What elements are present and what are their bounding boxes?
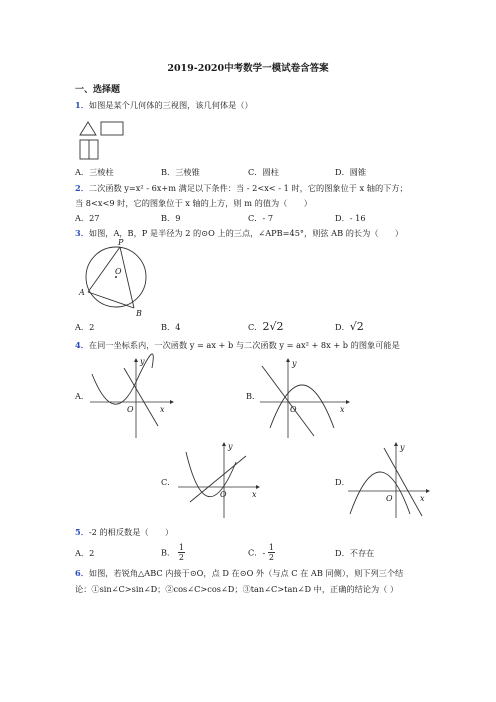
circle-figure	[79, 238, 148, 318]
label-p: P	[118, 238, 124, 247]
question-number: 6．	[75, 568, 89, 578]
option-expression: 2√2	[262, 320, 284, 333]
fraction-numerator: 1	[178, 543, 184, 552]
q1-option-c: C．圆柱	[248, 167, 279, 177]
question-5	[75, 528, 173, 536]
q5-option-d: D．不存在	[335, 548, 375, 558]
label-a: A	[79, 288, 85, 297]
fraction-numerator: 1	[268, 543, 274, 552]
q3-option-b: B．4	[161, 322, 181, 332]
graph-c	[176, 440, 266, 520]
axis-y-label: y	[292, 359, 297, 368]
q1-option-a: A．三棱柱	[75, 167, 114, 177]
question-number: 5．	[75, 527, 89, 537]
section-heading: 一、选择题	[75, 85, 121, 95]
q3-option-c	[248, 321, 283, 332]
question-text-line2: 论：①sin∠C>sin∠D；②cos∠C>cos∠D；③tan∠C>tan∠D 中，正确的结论为（ ）	[75, 584, 399, 594]
option-expression: √2	[349, 320, 364, 333]
q1-option-d: D．圆锥	[335, 167, 367, 177]
axis-x-label: x	[252, 490, 257, 499]
question-6	[75, 569, 403, 577]
axis-x-label: x	[340, 405, 345, 414]
option-letter: C．	[248, 322, 263, 332]
option-letter: B．	[161, 547, 176, 558]
q2-option-a: A．27	[75, 213, 100, 223]
triangle-view	[80, 122, 96, 135]
q1-option-b: B．三棱锥	[161, 167, 200, 177]
origin-label: O	[220, 490, 227, 499]
question-1	[75, 101, 253, 109]
page-title: 2019-2020中考数学一模试卷含答案	[167, 63, 329, 74]
q4-option-b-label: B．	[246, 391, 261, 401]
q4-option-d-label: D．	[335, 477, 350, 487]
question-text: -2 的相反数是（ ）	[88, 527, 174, 537]
question-number: 3．	[75, 228, 89, 238]
question-text: 如图，A，B，P 是半径为 2 的⊙O 上的三点，∠APB=45°，则弦 AB 的长为（ ）	[88, 228, 404, 238]
question-text-line1: 如图，若锐角△ABC 内接于⊙O，点 D 在⊙O 外（与点 C 在 AB 同侧），则下列三个结	[88, 568, 404, 578]
question-3	[75, 229, 403, 237]
q5-option-b	[161, 543, 185, 562]
q2-option-b: B．9	[161, 213, 181, 223]
axis-y-label: y	[400, 443, 405, 452]
axis-x-label: x	[160, 405, 165, 414]
label-o: O	[115, 267, 122, 276]
q3-option-d	[335, 321, 364, 332]
question-text-line2: 当 8<x<9 时，它的图象位于 x 轴的上方，则 m 的值为（ ）	[75, 198, 312, 208]
question-text: 如图是某个几何体的三视图，该几何体是（）	[88, 100, 253, 110]
question-2	[75, 184, 408, 192]
question-text-line1: 二次函数 y=x² - 6x+m 满足以下条件：当 - 2<x< - 1 时，它的图象位于 x 轴的下方；	[88, 183, 408, 193]
option-letter: C．-	[248, 547, 266, 558]
three-views-figure	[78, 119, 128, 165]
q4-option-c-label: C．	[161, 477, 176, 487]
axis-x-label: x	[420, 494, 425, 503]
question-number: 4．	[75, 340, 89, 350]
fraction-denominator: 2	[178, 553, 184, 562]
origin-label: O	[386, 494, 393, 503]
rectangle-view	[101, 122, 123, 135]
q5-option-c	[248, 543, 275, 562]
option-letter: D．	[335, 322, 350, 332]
label-b: B	[136, 309, 142, 318]
graph-b	[258, 356, 354, 440]
question-number: 1．	[75, 100, 89, 110]
q2-option-d: D．- 16	[335, 213, 366, 223]
q5-option-a: A．2	[75, 548, 95, 558]
q4-option-a-label: A．	[75, 391, 90, 401]
question-text: 在同一坐标系内，一次函数 y = ax + b 与二次函数 y = ax² + 8x + b 的图象可能是	[88, 340, 400, 350]
origin-label: O	[290, 405, 297, 414]
graph-d	[346, 440, 436, 520]
graph-a	[88, 356, 178, 440]
q3-option-a: A．2	[75, 322, 95, 332]
question-4	[75, 341, 400, 349]
q2-option-c: C．- 7	[248, 213, 274, 223]
question-number: 2．	[75, 183, 89, 193]
fraction-denominator: 2	[268, 553, 274, 562]
axis-y-label: y	[140, 357, 145, 366]
axis-y-label: y	[228, 442, 233, 451]
origin-label: O	[127, 405, 134, 414]
